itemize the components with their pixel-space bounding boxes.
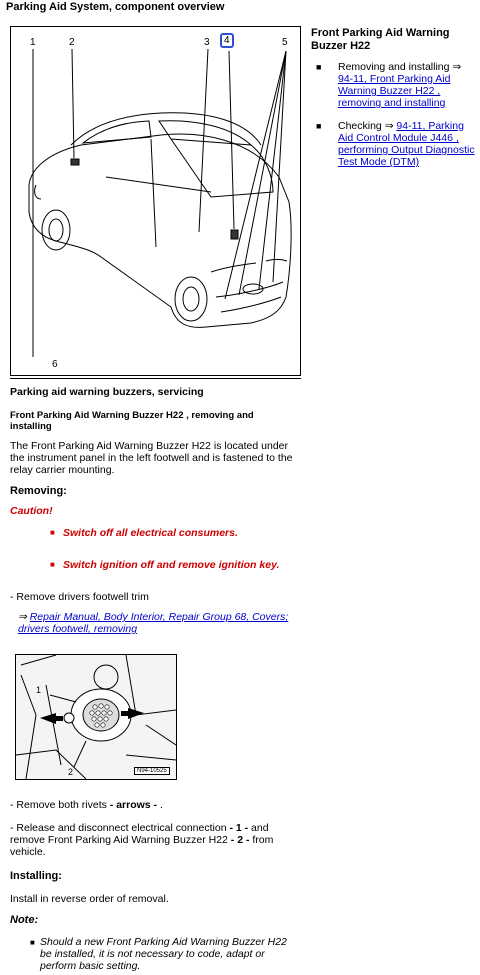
- link-output-dtm[interactable]: 94-11, Parking Aid Control Module J446 , performing Output Diagnostic Test Mode (DTM): [338, 120, 475, 168]
- bullet-icon: ■: [316, 121, 322, 131]
- removing-heading: Removing:: [10, 485, 67, 497]
- intro-text: The Front Parking Aid Warning Buzzer H22 is located under the instrument panel in the left footwell and is fastened to the relay carrier mounting.: [10, 440, 293, 476]
- step-text: - Remove both rivets: [10, 799, 110, 811]
- callout-5: 5: [282, 37, 288, 48]
- callout-1: 1: [30, 37, 36, 48]
- photo-label-2: 2: [68, 767, 74, 777]
- step-text: and remove Front Parking Aid Warning Buzzer H22: [10, 822, 269, 846]
- car-illustration: [11, 27, 300, 375]
- note-text: Should a new Front Parking Aid Warning Buzzer H22 be installed, it is not necessary to code, adapt or perform basic setting.: [40, 936, 287, 972]
- step-emphasis: - 1 -: [229, 822, 249, 834]
- bullet-icon: ■: [316, 62, 322, 72]
- step-emphasis: - arrows -: [109, 799, 158, 811]
- photo-label-1: 1: [36, 685, 42, 695]
- buzzer-removal-photo: [15, 654, 177, 780]
- step-remove-rivets: [10, 799, 305, 811]
- component-overview-figure: [10, 26, 301, 376]
- buzzer-photo-illustration: [16, 655, 176, 779]
- bullet-icon: ■: [50, 528, 55, 537]
- step-text: from vehicle.: [10, 834, 274, 858]
- right-list-item-checking: [316, 120, 476, 168]
- callout-4-highlighted: 4: [220, 33, 234, 48]
- callout-2: 2: [69, 37, 75, 48]
- right-panel-title: Front Parking Aid Warning Buzzer H22: [311, 27, 450, 52]
- subsection-title: Front Parking Aid Warning Buzzer H22 , removing and installing: [10, 410, 254, 432]
- step-text: .: [157, 799, 163, 811]
- figure-divider: [10, 378, 301, 379]
- install-text: Install in reverse order of removal.: [10, 893, 169, 905]
- callout-6: 6: [52, 359, 58, 370]
- right-list-item-remove-install: [316, 61, 476, 109]
- step-emphasis: - 2 -: [230, 834, 250, 846]
- caution-item: [50, 559, 279, 571]
- step-text: - Release and disconnect electrical connection: [10, 822, 230, 834]
- caution-text: Switch ignition off and remove ignition key.: [63, 559, 280, 571]
- link-remove-install-buzzer[interactable]: 94-11, Front Parking Aid Warning Buzzer H22 , removing and installing: [338, 73, 451, 109]
- caution-text: Switch off all electrical consumers.: [63, 527, 238, 539]
- link-repair-manual-body-interior[interactable]: Repair Manual, Body Interior, Repair Group 68, Covers; drivers footwell, removing: [18, 611, 289, 635]
- step-remove-trim: - Remove drivers footwell trim: [10, 591, 149, 603]
- installing-heading: Installing:: [10, 870, 62, 882]
- caution-item: [50, 527, 238, 539]
- page-title: Parking Aid System, component overview: [6, 1, 225, 13]
- photo-figure-id: N94-10525: [134, 767, 170, 775]
- caution-label: Caution!: [10, 505, 53, 517]
- bullet-icon: ■: [30, 938, 35, 947]
- note-label: Note:: [10, 914, 39, 926]
- repair-manual-reference: [18, 611, 303, 635]
- ref-arrow: ⇒: [18, 611, 30, 623]
- note-item: [30, 936, 290, 972]
- callout-3: 3: [204, 37, 210, 48]
- step-release-connection: [10, 822, 305, 858]
- section-title: Parking aid warning buzzers, servicing: [10, 386, 204, 398]
- right-item-prefix: Removing and installing ⇒: [338, 61, 462, 73]
- right-item-prefix: Checking ⇒: [338, 120, 397, 132]
- bullet-icon: ■: [50, 560, 55, 569]
